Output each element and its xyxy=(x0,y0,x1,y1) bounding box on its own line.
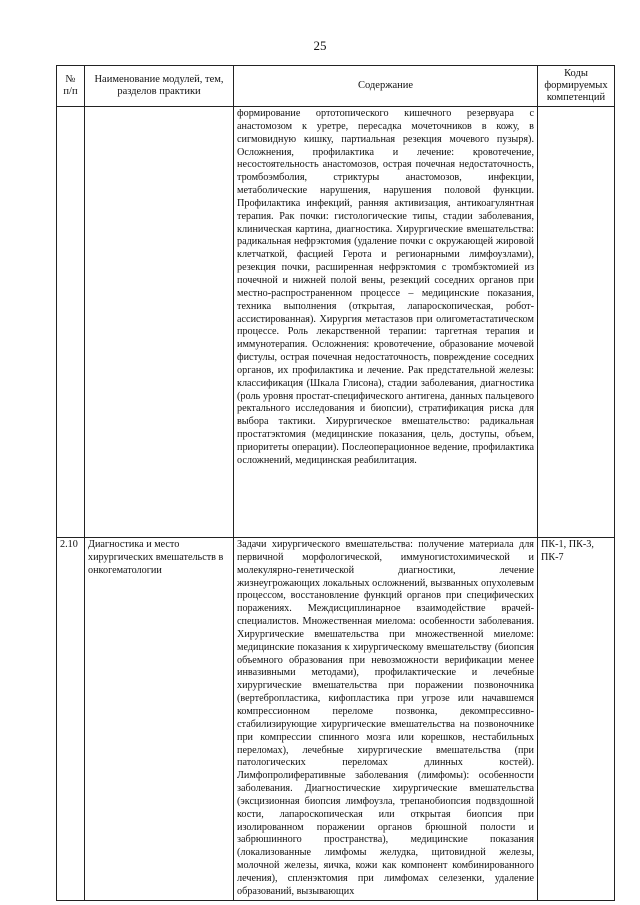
curriculum-table xyxy=(56,65,615,901)
table-row xyxy=(57,538,615,901)
row-content: Задачи хирургического вмешательства: получение материала для первичной морфологической, иммуногистохимической и молекулярно-генетической диагностики, лечение жизнеугрожающих локальных осложнений, вызванных опухолевым процессом, восстановление функций органов при специфических поражениях. Междисциплинарное взаимодействие врачей-специалистов. Множественная миелома: особенности заболевания. Хирургические вмешательства при множественной миеломе: медицинские показания к хирургическому вмешательству (биопсия объемного образования при невозможности верификации менее инвазивными методами), профилактические и лечебные хирургические вмешательства при поражении позвоночника (вертебропластика, кифопластика при угрозе или начавшемся компрессионном переломе позвонка, декомпрессивно-стабилизирующие хирургические вмешательства на позвоночнике при компрессии спинного мозга или корешков, нестабильных переломах), лечебные хирургические вмешательства (при патологических переломах длинных костей). Лимфопролиферативные заболевания (лимфомы): особенности заболевания. Диагностические хирургические вмешательства (эксцизионная биопсия лимфоузла, трепанобиопсия подвздошной кости, лапароскопическая или открытая биопсия при изолированном поражении органов брюшной полости и забрюшинного пространства), медицинские показания (локализованные лимфомы желудка, щитовидной железы, молочной железы, яичка, кожи как компонент комбинированного лечения), спленэктомия при лимфомах селезенки, удаление образований, вызывающих xyxy=(234,538,538,901)
row-number: 2.10 xyxy=(57,538,85,901)
row-number xyxy=(57,107,85,538)
page-number: 25 xyxy=(313,38,327,53)
table-header-row xyxy=(57,66,615,107)
row-module-name: Диагностика и место хирургических вмешательств в онкогематологии xyxy=(85,538,234,901)
header-content: Содержание xyxy=(234,66,538,107)
table-row xyxy=(57,107,615,538)
header-number: № п/п xyxy=(57,66,85,107)
row-competence-codes: ПК-1, ПК-3, ПК-7 xyxy=(538,538,615,901)
row-module-name xyxy=(85,107,234,538)
header-competence-codes: Коды формируемых компетенций xyxy=(538,66,615,107)
header-module-name: Наименование модулей, тем, разделов практики xyxy=(85,66,234,107)
row-content: формирование ортотопического кишечного резервуара с анастомозом к уретре, пересадка мочеточников в кожу, в сигмовидную кишку, партиальная резекция мочевого пузыря). Осложнения, профилактика и лечение: кровотечение, несостоятельность анастомозов, острая почечная недостаточность, тромбоэмболия, стриктуры анастомозов, инфекции, метаболические нарушения, нарушения половой функции. Профилактика инфекций, ранняя активизация, антикоагулянтная терапия. Рак почки: гистологические типы, стадии заболевания, клиническая картина, диагностика. Хирургические вмешательства: радикальная нефрэктомия (удаление почки с окружающей жировой клетчаткой, фасцией Герота и регионарными лимфоузлами), резекция почки, расширенная нефрэктомия с тромбэктомией из почечной и нижней полой вены, резекций соседних органов при местно-распространенном процессе – медицинские показания, техника выполнения (открытая, лапароскопическая, робот-ассистированная). Хирургия метастазов при олигометастатическом процессе. Роль лекарственной терапии: таргетная терапия и иммунотерапия. Осложнения: кровотечение, образование мочевой фистулы, острая почечная недостаточность, повреждение соседних органов, их профилактика и лечение. Рак предстательной железы: классификация (Шкала Глисона), стадии заболевания, диагностика (роль уровня простат-специфического антигена, данных пальцевого ректального исследования и биопсии), стратификация риска для выбора тактики. Хирургическое вмешательство: радикальная простатэктомия (медицинские показания, цель, доступы, объем, приоритеты операции). Послеоперационное ведение, профилактика осложнений, медицинская реабилитация. xyxy=(234,107,538,538)
row-competence-codes xyxy=(538,107,615,538)
